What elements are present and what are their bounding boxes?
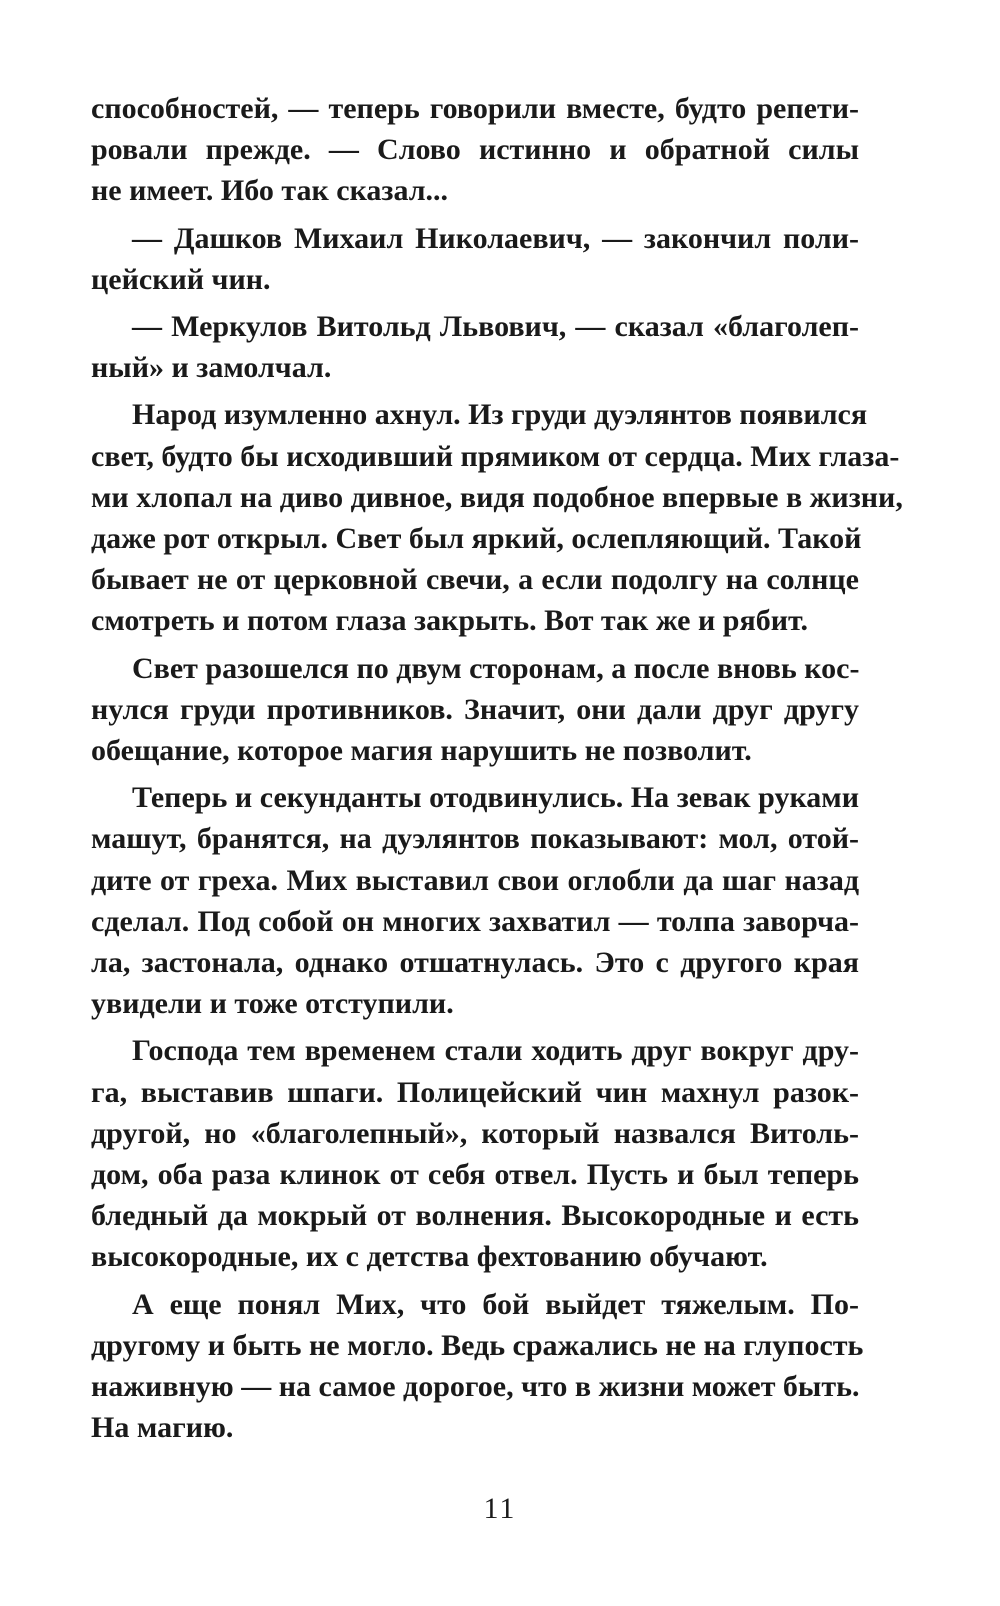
text-line: дом, оба раза клинок от себя отвел. Пусть и был теперь bbox=[91, 1158, 859, 1192]
text-line: Теперь и секунданты отодвинулись. На зевак руками bbox=[132, 781, 859, 815]
text-line: увидели и тоже отступили. bbox=[91, 987, 454, 1021]
text-line: другому и быть не могло. Ведь сражались не на глупость bbox=[91, 1328, 864, 1362]
text-line: цейский чин. bbox=[91, 262, 271, 296]
paragraph-3 bbox=[91, 306, 859, 388]
text-line: обещание, которое магия нарушить не позволит. bbox=[91, 734, 752, 768]
text-line: — Дашков Михаил Николаевич, — закончил поли- bbox=[132, 221, 859, 255]
page-body bbox=[91, 88, 903, 1455]
paragraph-2 bbox=[91, 218, 859, 300]
text-line: А еще понял Мих, что бой выйдет тяжелым. По- bbox=[132, 1287, 859, 1321]
text-line: ми хлопал на диво дивное, видя подобное впервые в жизни, bbox=[91, 480, 903, 514]
text-line: наживную — на самое дорогое, что в жизни может быть. bbox=[91, 1370, 860, 1404]
paragraph-6 bbox=[91, 777, 859, 1024]
text-line: свет, будто бы исходивший прямиком от сердца. Мих глаза- bbox=[91, 439, 900, 473]
text-line: Господа тем временем стали ходить друг вокруг дру- bbox=[132, 1034, 859, 1068]
text-line: смотреть и потом глаза закрыть. Вот так же и рябит. bbox=[91, 604, 808, 638]
text-line: Свет разошелся по двум сторонам, а после вновь кос- bbox=[132, 651, 860, 685]
text-line: даже рот открыл. Свет был яркий, ослепляющий. Такой bbox=[91, 522, 862, 556]
page-number: 11 bbox=[483, 1492, 517, 1525]
text-line: машут, бранятся, на дуэлянтов показывают: мол, отой- bbox=[91, 822, 859, 856]
paragraph-4 bbox=[91, 394, 903, 641]
text-line: ный» и замолчал. bbox=[91, 351, 332, 385]
text-line: другой, но «благолепный», который назвался Витоль- bbox=[91, 1116, 859, 1150]
paragraph-7 bbox=[91, 1030, 859, 1277]
text-line: дите от греха. Мих выставил свои оглобли да шаг назад bbox=[91, 863, 859, 897]
text-line: высокородные, их с детства фехтованию обучают. bbox=[91, 1240, 768, 1274]
text-line: нулся груди противников. Значит, они дали друг другу bbox=[91, 692, 859, 726]
paragraph-1 bbox=[91, 88, 859, 212]
text-line: сделал. Под собой он многих захватил — толпа заворча- bbox=[91, 904, 859, 938]
text-line: способностей, — теперь говорили вместе, будто репети- bbox=[91, 92, 859, 125]
text-line: ла, застонала, однако отшатнулась. Это с другого края bbox=[91, 946, 859, 980]
text-line: бледный да мокрый от волнения. Высокородные и есть bbox=[91, 1199, 859, 1233]
text-line: не имеет. Ибо так сказал... bbox=[91, 174, 449, 208]
paragraph-8 bbox=[91, 1284, 864, 1449]
text-line: га, выставив шпаги. Полицейский чин махнул разок- bbox=[91, 1075, 859, 1109]
text-line: ровали прежде. — Слово истинно и обратной силы bbox=[91, 133, 859, 167]
text-line: бывает не от церковной свечи, а если подолгу на солнце bbox=[91, 563, 859, 597]
paragraph-5 bbox=[91, 648, 859, 772]
text-line: Народ изумленно ахнул. Из груди дуэлянтов появился bbox=[132, 398, 868, 432]
text-line: На магию. bbox=[91, 1411, 234, 1445]
text-line: — Меркулов Витольд Львович, — сказал «благолеп- bbox=[132, 310, 859, 344]
